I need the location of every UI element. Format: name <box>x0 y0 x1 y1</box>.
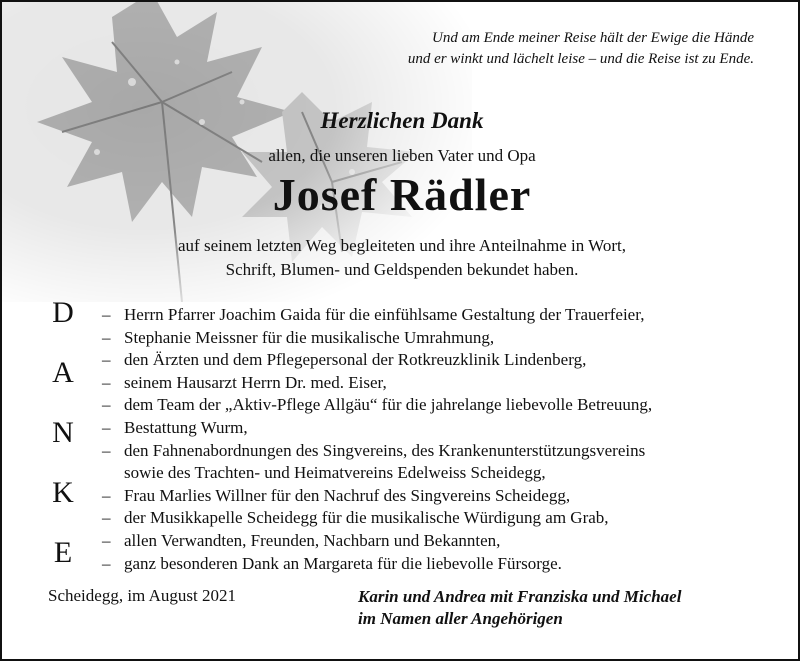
intro-text <box>2 234 800 282</box>
list-item: – Stephanie Meissner für die musikalische Umrahmung, <box>102 327 495 347</box>
list-item: – der Musikkapelle Scheidegg für die musikalische Würdigung am Grab, <box>102 508 609 528</box>
list-item: – seinem Hausarzt Herrn Dr. med. Eiser, <box>102 372 387 392</box>
list-item: – Frau Marlies Willner für den Nachruf des Singvereins Scheidegg, <box>102 485 571 505</box>
list-item: – den Fahnenabordnungen des Singvereins, des Krankenunterstützungsvereins <box>102 440 646 460</box>
signature-line-2: im Namen aller Angehörigen <box>358 609 563 628</box>
list-item: – Herrn Pfarrer Joachim Gaida für die einfühlsame Gestaltung der Trauerfeier, <box>102 305 645 324</box>
thanks-list <box>102 304 762 575</box>
quote-line-1: Und am Ende meiner Reise hält der Ewige die Hände <box>431 30 754 46</box>
quote <box>408 28 754 70</box>
intro-line-1: auf seinem letzten Weg begleiteten und ihre Anteilnahme in Wort, <box>178 236 626 255</box>
deceased-name: Josef Rädler <box>272 169 532 220</box>
signature <box>358 586 681 630</box>
list-item: – den Ärzten und dem Pflegepersonal der Rotkreuzklinik Lindenberg, <box>102 350 587 370</box>
list-item: – dem Team der „Aktiv-Pflege Allgäu“ für die jahrelange liebevolle Betreuung, <box>102 395 653 415</box>
addressee-line: allen, die unseren lieben Vater und Opa <box>268 146 536 165</box>
danke-letter: D <box>52 296 74 329</box>
danke-letter: K <box>52 476 74 509</box>
danke-letter: E <box>53 536 73 569</box>
quote-line-2: und er winkt und lächelt leise – und die Reise ist zu Ende. <box>407 51 754 67</box>
list-item: – allen Verwandten, Freunden, Nachbarn und Bekannten, <box>102 530 501 550</box>
place-date: Scheidegg, im August 2021 <box>48 586 236 605</box>
list-item: – ganz besonderen Dank an Margareta für die liebevolle Fürsorge. <box>102 553 562 573</box>
danke-letter: N <box>52 416 74 449</box>
danke-letter: A <box>52 356 74 389</box>
list-item-continuation: sowie des Trachten- und Heimatvereins Edelweiss Scheidegg, <box>124 463 546 483</box>
heading: Herzlichen Dank <box>320 108 484 133</box>
list-item: – Bestattung Wurm, <box>102 417 248 437</box>
signature-line-1: Karin und Andrea mit Franziska und Michael <box>358 587 682 606</box>
intro-line-2: Schrift, Blumen- und Geldspenden bekundet haben. <box>225 260 579 279</box>
